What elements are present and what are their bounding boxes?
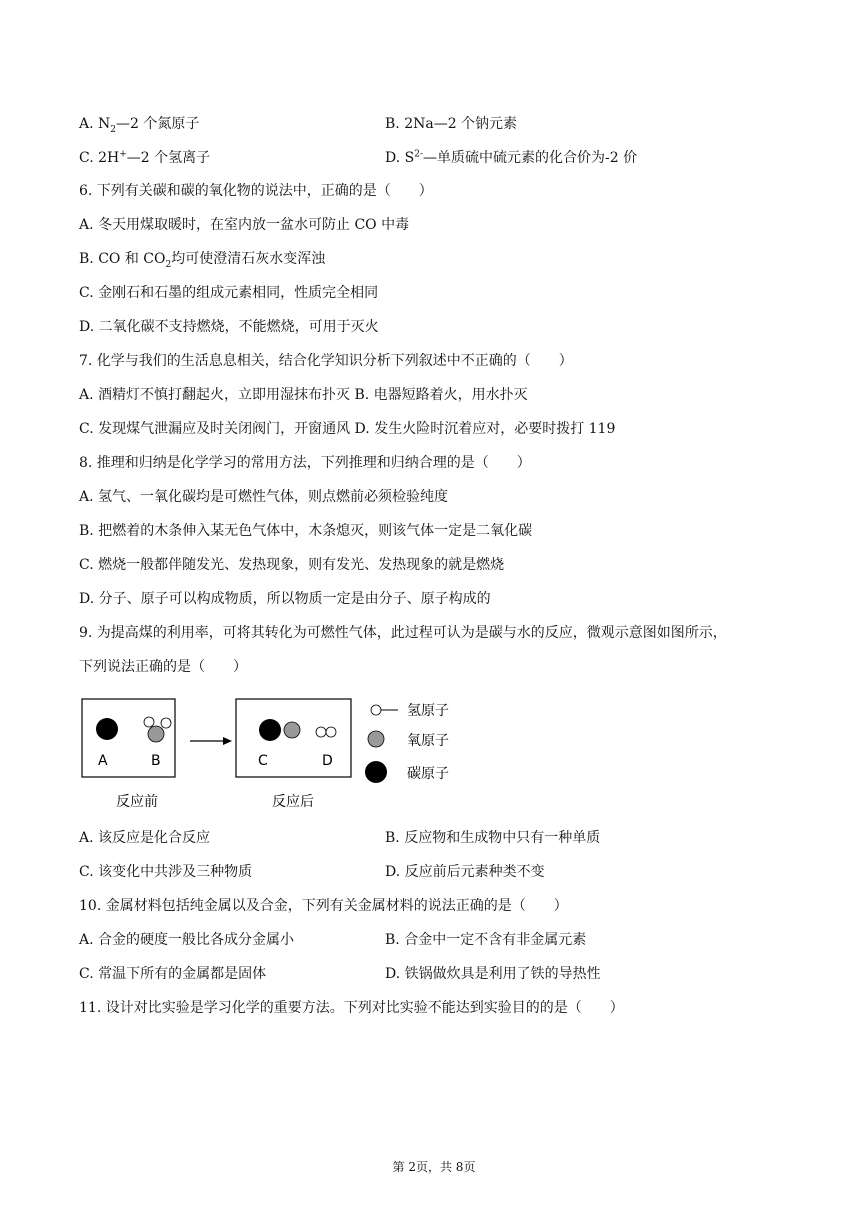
oxygen-atom-c (284, 722, 300, 738)
oxygen-atom-b (148, 726, 164, 742)
q6-option-b: B. CO 和 $CO_2$均可使澄清石灰水变浑浊 (79, 251, 326, 270)
legend-hydrogen-label: 氢原子 (407, 703, 449, 719)
q9-stem-line2: 下列说法正确的是（ ） (79, 659, 247, 675)
q6-option-d: D. 二氧化碳不支持燃烧，不能燃烧，可用于灭火 (79, 319, 379, 335)
q10-option-d: D. 铁锅做炊具是利用了铁的导热性 (385, 966, 601, 982)
q6-option-a: A. 冬天用煤取暖时，在室内放一盆水可防止 CO 中毒 (79, 217, 410, 233)
label-b: B (151, 753, 161, 769)
q9-option-a: A. 该反应是化合反应 (79, 830, 211, 846)
reaction-diagram (80, 690, 500, 820)
q5-option-b: B. 2Na—2 个钠元素 (385, 116, 518, 132)
hydrogen-atom-d2 (326, 727, 336, 737)
q5-option-d: D. $S^{2-}—$单质硫中硫元素的化合价为-2 价 (385, 149, 638, 166)
legend-hydrogen-icon (371, 705, 381, 715)
q8-option-b: B. 把燃着的木条伸入某无色气体中，木条熄灭，则该气体一定是二氧化碳 (79, 523, 533, 539)
reaction-diagram-svg (80, 690, 500, 820)
q6-stem: 6. 下列有关碳和碳的氧化物的说法中，正确的是（ ） (79, 183, 433, 199)
legend-carbon-icon (365, 761, 387, 783)
q8-option-d: D. 分子、原子可以构成物质，所以物质一定是由分子、原子构成的 (79, 591, 491, 607)
q10-option-a: A. 合金的硬度一般比各成分金属小 (79, 932, 295, 948)
q7-options-ab: A. 酒精灯不慎打翻起火，立即用湿抹布扑灭 B. 电器短路着火，用水扑灭 (79, 387, 528, 403)
q9-stem-line1: 9. 为提高煤的利用率，可将其转化为可燃性气体，此过程可认为是碳与水的反应，微观示意图如图所示， (79, 625, 727, 641)
legend-carbon-label: 碳原子 (407, 766, 449, 782)
q10-stem: 10. 金属材料包括纯金属以及合金，下列有关金属材料的说法正确的是（ ） (79, 898, 568, 914)
label-a: A (98, 753, 108, 769)
q7-stem: 7. 化学与我们的生活息息相关，结合化学知识分析下列叙述中不正确的（ ） (79, 353, 573, 369)
q5-option-a: A. $N_2—2$ 个氮原子 (79, 116, 200, 135)
q7-options-cd: C. 发现煤气泄漏应及时关闭阀门，开窗通风 D. 发生火险时沉着应对，必要时拨打 119 (79, 421, 616, 437)
q9-option-b: B. 反应物和生成物中只有一种单质 (385, 830, 601, 846)
label-d: D (322, 753, 333, 769)
q8-stem: 8. 推理和归纳是化学学习的常用方法，下列推理和归纳合理的是（ ） (79, 455, 531, 471)
carbon-atom-c (259, 719, 281, 741)
q8-option-c: C. 燃烧一般都伴随发光、发热现象，则有发光、发热现象的就是燃烧 (79, 557, 505, 573)
q10-option-c: C. 常温下所有的金属都是固体 (79, 966, 267, 982)
hydrogen-atom-b1 (144, 717, 154, 727)
q5-option-c: C. 2H+—2 个氢离子 (79, 149, 211, 166)
q8-option-a: A. 氢气、一氧化碳均是可燃性气体，则点燃前必须检验纯度 (79, 489, 449, 505)
q6-option-c: C. 金刚石和石墨的组成元素相同，性质完全相同 (79, 285, 379, 301)
q9-option-d: D. 反应前后元素种类不变 (385, 864, 545, 880)
page-footer: 第 2页，共 8页 (392, 1160, 476, 1174)
label-c: C (258, 753, 268, 769)
caption-before: 反应前 (116, 794, 158, 810)
carbon-atom-a (96, 718, 118, 740)
caption-after: 反应后 (272, 794, 314, 810)
legend-oxygen-icon (368, 731, 384, 747)
legend-oxygen-label: 氧原子 (407, 733, 449, 749)
q11-stem: 11. 设计对比实验是学习化学的重要方法。下列对比实验不能达到实验目的的是（ ） (79, 1000, 624, 1016)
hydrogen-atom-d1 (316, 727, 326, 737)
hydrogen-atom-b2 (161, 718, 171, 728)
q9-option-c: C. 该变化中共涉及三种物质 (79, 864, 253, 880)
q10-option-b: B. 合金中一定不含有非金属元素 (385, 932, 587, 948)
arrow-head (223, 737, 232, 745)
